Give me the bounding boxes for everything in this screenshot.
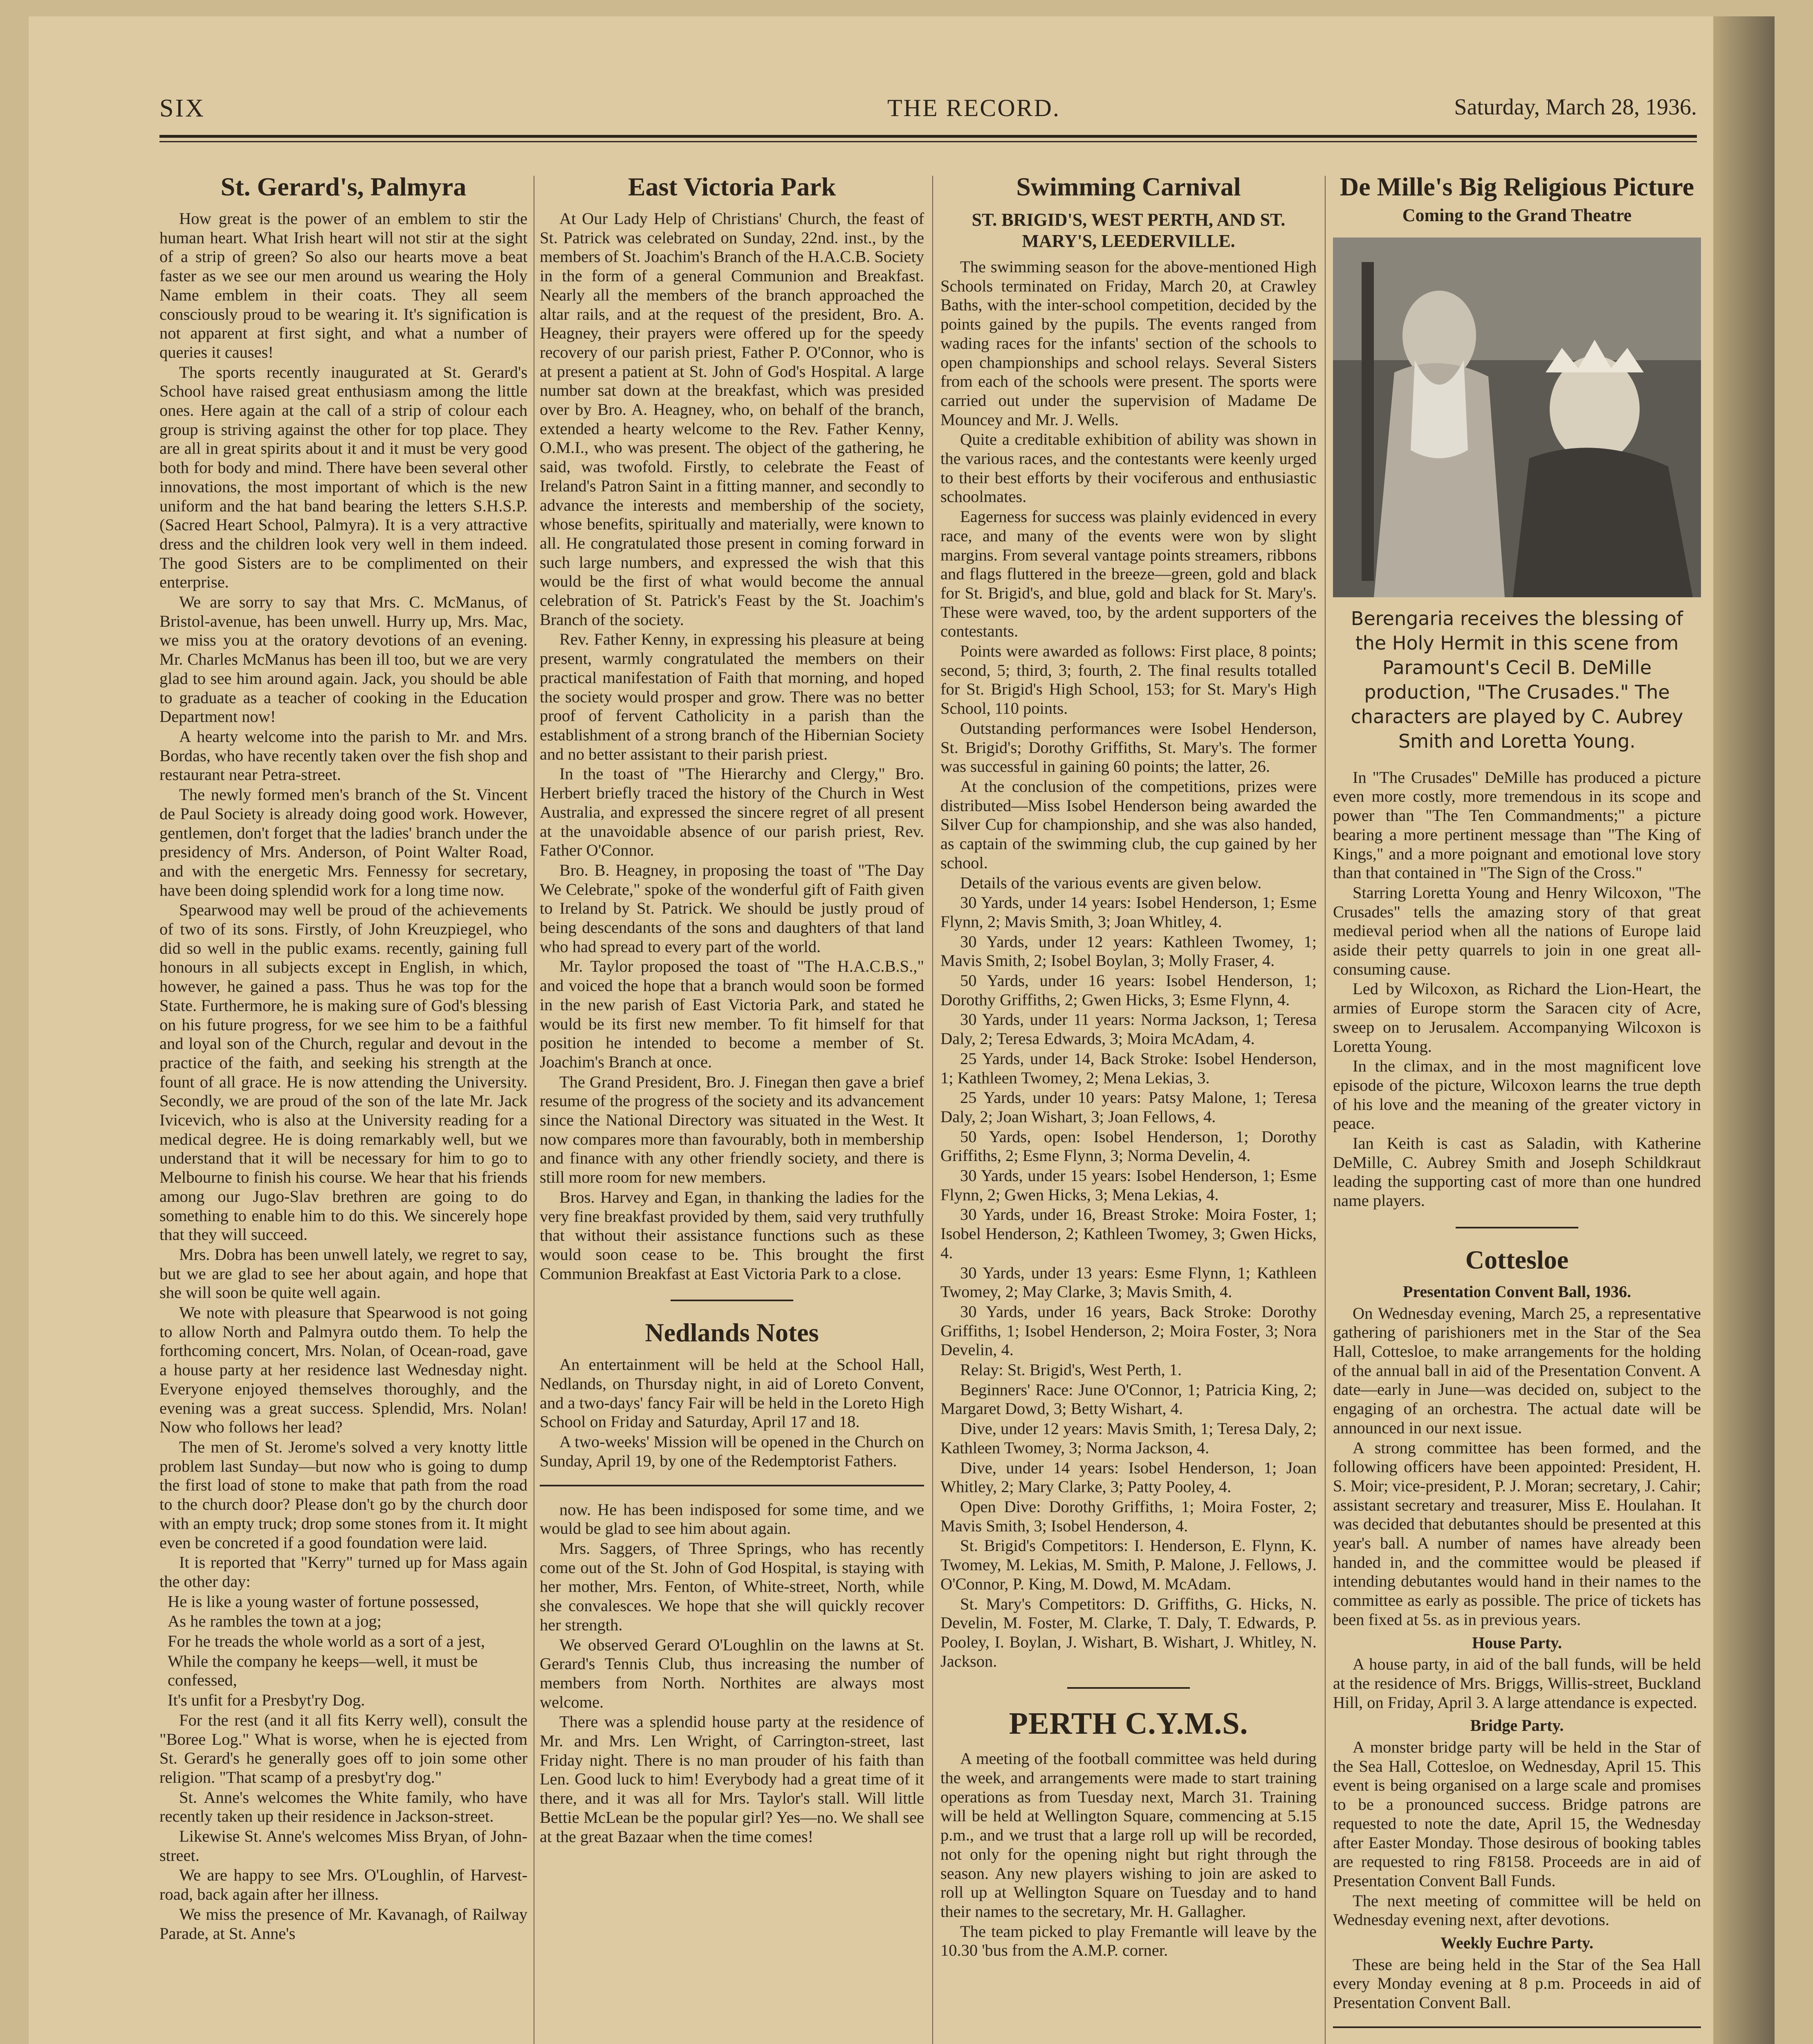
paragraph: There was a splendid house party at the residence of Mr. and Mrs. Len Wright, of Carrington-street, last Friday night. There is no man prouder of his faith than Len. Good luck to him! Everybody had a great time of it there, and it was all for Mrs. Taylor's stall. Will little Bettie McLean be the popular girl? Yes—no. We shall see at the great Bazaar when the time comes! [540, 1712, 924, 1846]
paragraph: For the rest (and it all fits Kerry well), consult the "Boree Log." What is worse, when he is ejected from St. Gerard's he generally goes off to join some other religion. "That scamp of a presbyt'ry dog." [159, 1710, 527, 1786]
section-rule [671, 1300, 793, 1301]
paragraph: Mrs. Dobra has been unwell lately, we regret to say, but we are glad to see her about again, and hope that she will soon be quite well again. [159, 1245, 527, 1302]
paragraph: At the conclusion of the competitions, prizes were distributed—Miss Isobel Henderson being awarded the Silver Cup for championship, and she was also handed, as captain of the swimming club, the cup gained by her school. [940, 777, 1317, 872]
result-line: 30 Yards, under 13 years: Esme Flynn, 1; Kathleen Twomey, 2; May Clarke, 3; Mavis Smith, 4. [940, 1263, 1317, 1301]
newspaper-name: THE RECORD. [887, 94, 1060, 121]
paragraph: A strong committee has been formed, and the following officers have been appointed: President, H. S. Moir; vice-president, P. J. Moran; secretary, J. Cahir; assistant secretary and treasurer, Miss E. Houlahan. It was decided that debutantes should be presented at this year's ball. A number of names have already been handed in, and the committee would be pleased if intending debutantes would hand in their names to the committee as early as possible. The price of tickets has been fixed at 5s. as in previous years. [1333, 1438, 1701, 1629]
result-line: Beginners' Race: June O'Connor, 1; Patricia King, 2; Margaret Dowd, 3; Betty Wishart, 4. [940, 1380, 1317, 1418]
result-line: 30 Yards, under 15 years: Isobel Henderson, 1; Esme Flynn, 2; Gwen Hicks, 3; Mena Lekias, 4. [940, 1166, 1317, 1204]
competitors-line: St. Mary's Competitors: D. Griffiths, G. Hicks, N. Develin, M. Foster, M. Clarke, T. Daly, T. Edwards, P. Pooley, I. Boylan, J. Wishart, B. Wishart, J. Whitley, N. Jackson. [940, 1594, 1317, 1670]
photo-caption: Berengaria receives the blessing of the Holy Hermit in this scene from Paramount's Cecil B. DeMille production, "The Crusades." The characters are played by C. Aubrey Smith and Loretta Young. [1351, 607, 1683, 752]
paragraph: We observed Gerard O'Loughlin on the lawns at St. Gerard's Tennis Club, thus increasing the number of members from North. Northites are always most welcome. [540, 1635, 924, 1711]
article-subtitle: ST. BRIGID'S, WEST PERTH, AND ST. MARY'S, LEEDERVILLE. [972, 210, 1286, 251]
paragraph: We note with pleasure that Spearwood is not going to allow North and Palmyra outdo them. To help the forthcoming concert, Mrs. Nolan, of Ocean-road, gave a house party at her residence last Wednesday night. Everyone enjoyed themselves thoroughly, and the evening was a great success. Splendid, Mrs. Nolan! Now who follows her lead? [159, 1303, 527, 1437]
issue-date: Saturday, March 28, 1936. [1454, 94, 1697, 120]
column-st-gerards [159, 172, 527, 2044]
paragraph: We are sorry to say that Mrs. C. McManus, of Bristol-avenue, has been unwell. Hurry up, Mrs. Mac, we miss you at the oratory devotions of an evening. Mr. Charles McManus has been ill too, but we are very glad to see him around again. Jack, you should be able to graduate as a teacher of cooking in the Education Department now! [159, 593, 527, 726]
section-rule [1456, 1227, 1578, 1228]
paragraph: In "The Crusades" DeMille has produced a picture even more costly, more tremendous in its scope and power than "The Ten Commandments;" a picture bearing a more pertinent message than "The King of Kings," and a more poignant and emotional love story than that contained in "The Sign of the Cross." [1333, 768, 1701, 882]
section-subheading: Weekly Euchre Party. [1441, 1934, 1593, 1952]
section-subheading: House Party. [1472, 1633, 1562, 1652]
verse-line: He is like a young waster of fortune possessed, [168, 1592, 479, 1611]
column-swimming-carnival [940, 172, 1317, 2044]
paragraph: In the climax, and in the most magnificent love episode of the picture, Wilcoxon learns the true depth of his love and the meaning of the greater victory in peace. [1333, 1057, 1701, 1133]
paragraph: We miss the presence of Mr. Kavanagh, of Railway Parade, at St. Anne's [159, 1905, 527, 1943]
article-title-nedlands-notes: Nedlands Notes [645, 1318, 819, 1347]
paragraph: Ian Keith is cast as Saladin, with Katherine DeMille, C. Aubrey Smith and Joseph Schildkraut leading the supporting cast of more than one hundred name players. [1333, 1134, 1701, 1210]
section-subheading: Presentation Convent Ball, 1936. [1402, 1282, 1631, 1301]
result-line: Dive, under 12 years: Mavis Smith, 1; Teresa Daly, 2; Kathleen Twomey, 3; Norma Jackson, 4. [940, 1419, 1317, 1457]
paragraph: An entertainment will be held at the School Hall, Nedlands, on Thursday night, in aid of Loreto Convent, and a two-days' fancy Fair will be held in the Loreto High School on Friday and Saturday, April 17 and 18. [540, 1355, 924, 1431]
article-title-st-gerards: St. Gerard's, Palmyra [220, 172, 467, 201]
column-divider [1325, 176, 1326, 2044]
paragraph: The next meeting of committee will be held on Wednesday evening next, after devotions. [1333, 1891, 1701, 1929]
result-line: 25 Yards, under 10 years: Patsy Malone, 1; Teresa Daly, 2; Joan Wishart, 3; Joan Fellows, 4. [940, 1088, 1317, 1126]
section-rule [1333, 2026, 1701, 2028]
article-title-east-victoria-park: East Victoria Park [628, 172, 836, 201]
paragraph: Eagerness for success was plainly evidenced in every race, and many of the events were won by slight margins. From several vantage points streamers, ribbons and flags fluttered in the breeze—green, gold and black for St. Brigid's, and blue, gold and black for St. Mary's. These were waved, too, by the ardent supporters of the contestants. [940, 507, 1317, 641]
paragraph: Quite a creditable exhibition of ability was shown in the various races, and the contestants were keenly urged to their best efforts by their vociferous and enthusiastic schoolmates. [940, 430, 1317, 506]
verse-line: While the company he keeps—well, it must be confessed, [168, 1652, 478, 1690]
article-title-cottesloe: Cottesloe [1465, 1245, 1569, 1274]
column-divider [932, 176, 933, 2044]
result-line: 50 Yards, open: Isobel Henderson, 1; Dorothy Griffiths, 2; Esme Flynn, 3; Norma Develin, 4. [940, 1127, 1317, 1165]
result-line: 30 Yards, under 16 years, Back Stroke: Dorothy Griffiths, 1; Isobel Henderson, 2; Moira Foster, 3; Nora Develin, 4. [940, 1302, 1317, 1359]
paragraph: Likewise St. Anne's welcomes Miss Bryan, of John-street. [159, 1827, 527, 1865]
result-line: 25 Yards, under 14, Back Stroke: Isobel Henderson, 1; Kathleen Twomey, 2; Mena Lekias, 3. [940, 1049, 1317, 1087]
film-still-illustration [1333, 238, 1701, 597]
paragraph: Mr. Taylor proposed the toast of "The H.A.C.B.S.," and voiced the hope that a branch would soon be formed in the new parish of East Victoria Park, and stated he would be its first new member. To fit himself for that position he intended to become a member of St. Joachim's Branch at once. [540, 957, 924, 1071]
article-subtitle: Coming to the Grand Theatre [1402, 205, 1632, 225]
header-rule [159, 135, 1697, 142]
result-line: 30 Yards, under 11 years: Norma Jackson, 1; Teresa Daly, 2; Teresa Edwards, 3; Moira McAdam, 4. [940, 1010, 1317, 1048]
paragraph: At Our Lady Help of Christians' Church, the feast of St. Patrick was celebrated on Sunday, 22nd. inst., by the members of St. Joachim's Branch of the H.A.C.B. Society in the form of a general Communion and Breakfast. Nearly all the members of the branch approached the altar rails, and at the request of the president, Bro. A. Heagney, their prayers were offered up for the speedy recovery of our parish priest, Father P. O'Connor, who is at present a patient at St. John of God's Hospital. A large number sat down at the breakfast, which was presided over by Bro. A. Heagney, who, on behalf of the branch, extended a hearty welcome to the Rev. Father Kenny, O.M.I., who was present. The object of the gathering, he said, was twofold. Firstly, to celebrate the Feast of Ireland's Patron Saint in a fitting manner, and secondly to advance the interests and membership of the society, whose benefits, spiritually and materially, were known to all. He congratulated those present in coming forward in such large numbers, and expressed the wish that this would be the first of what would become the annual celebration of St. Patrick's Feast by the St. Joachim's Branch of the society. [540, 209, 924, 629]
paragraph: On Wednesday evening, March 25, a representative gathering of parishioners met in the Star of the Sea Hall, Cottesloe, to make arrangements for the holding of the annual ball in aid of the Presentation Convent. A date—early in June—was decided on, subject to the engaging of an orchestra. The actual date will be announced in our next issue. [1333, 1304, 1701, 1437]
column-east-victoria-park [540, 172, 924, 2044]
result-line: Open Dive: Dorothy Griffiths, 1; Moira Foster, 2; Mavis Smith, 3; Isobel Henderson, 4. [940, 1497, 1317, 1535]
result-line: 50 Yards, under 16 years: Isobel Henderson, 1; Dorothy Griffiths, 2; Gwen Hicks, 3; Esme Flynn, 4. [940, 971, 1317, 1009]
paragraph: These are being held in the Star of the Sea Hall every Monday evening at 8 p.m. Proceeds in aid of Presentation Convent Ball. [1333, 1955, 1701, 2012]
result-line: 30 Yards, under 16, Breast Stroke: Moira Foster, 1; Isobel Henderson, 2; Kathleen Twomey, 3; Gwen Hicks, 4. [940, 1205, 1317, 1262]
paragraph: Details of the various events are given below. [960, 873, 1262, 892]
paragraph: Led by Wilcoxon, as Richard the Lion-Heart, the armies of Europe storm the Saracen city of Acre, sweep on to Jerusalem. Accompanying Wilcoxon is Loretta Young. [1333, 979, 1701, 1056]
section-subheading: Bridge Party. [1470, 1716, 1564, 1735]
paragraph: It is reported that "Kerry" turned up for Mass again the other day: [159, 1553, 527, 1591]
paragraph: A house party, in aid of the ball funds, will be held at the residence of Mrs. Briggs, Willis-street, Buckland Hill, on Friday, April 3. A large attendance is expected. [1333, 1655, 1701, 1712]
page-edge-shadow [1713, 16, 1775, 2044]
paragraph: Bro. B. Heagney, in proposing the toast of "The Day We Celebrate," spoke of the wonderful gift of Faith given to Ireland by St. Patrick. We should be justly proud of being descendants of the sons and daughters of that land who had spread to every part of the world. [540, 861, 924, 956]
paragraph: The team picked to play Fremantle will leave by the 10.30 'bus from the A.M.P. corner. [940, 1922, 1317, 1960]
paragraph: Points were awarded as follows: First place, 8 points; second, 5; third, 3; fourth, 2. The final results totalled for St. Brigid's High School, 153; for St. Mary's High School, 110 points. [940, 642, 1317, 718]
paragraph: now. He has been indisposed for some time, and we would be glad to see him about again. [540, 1500, 924, 1538]
column-demille [1333, 172, 1701, 2044]
paragraph: The Grand President, Bro. J. Finegan then gave a brief resume of the progress of the society and its advancement since the National Directory was situated in the West. It now compares more than favourably, both in membership and finance with any other friendly society, and there is still more room for new members. [540, 1072, 924, 1187]
paragraph: In the toast of "The Hierarchy and Clergy," Bro. Herbert briefly traced the history of the Church in West Australia, and expressed the sincere regret of all present at the unavoidable absence of our parish priest, Rev. Father O'Connor. [540, 764, 924, 860]
paragraph: We are happy to see Mrs. O'Loughlin, of Harvest-road, back again after her illness. [159, 1866, 527, 1904]
section-rule [1067, 1687, 1190, 1689]
paragraph: Spearwood may well be proud of the achievements of two of its sons. Firstly, of John Kreuzpiegel, who did so well in the public exams. recently, gaining full honours in all subjects except in English, in which, however, he gained a pass. Thus he was top for the State. Furthermore, he is making sure of God's blessing on his future progress, for we see him to be a faithful and loyal son of the Church, regular and devout in the practice of the faith, and seeking his strength at the fount of all grace. He is now attending the University. Secondly, we are proud of the son of the late Mr. Jack Ivicevich, who is also at the University reading for a medical degree. He is doing remarkably well, but we understand that it will be necessary for him to go to Melbourne to finish his course. We hear that his friends among our Jugo-Slav brethren are going to do something to enable him to do this. We sincerely hope that they will succeed. [159, 901, 527, 1244]
verse-line: It's unfit for a Presbyt'ry Dog. [168, 1691, 365, 1710]
paragraph: St. Anne's welcomes the White family, who have recently taken up their residence in Jackson-street. [159, 1788, 527, 1826]
paragraph: The swimming season for the above-mentioned High Schools terminated on Friday, March 20, at Crawley Baths, with the inter-school competition, decided by the points gained by the pupils. The events ranged from wading races for the infants' section of the schools to open championships and school relays. Several Sisters from each of the schools were present. The sports were carried out under the supervision of Madame De Mouncey and Mr. J. Wells. [940, 258, 1317, 429]
paragraph: Bros. Harvey and Egan, in thanking the ladies for the very fine breakfast provided by them, said very truthfully that without their assistance functions such as these would soon cease to be. This brought the first Communion Breakfast at East Victoria Park to a close. [540, 1188, 924, 1283]
verse-line: As he rambles the town at a jog; [168, 1612, 381, 1631]
result-line: Relay: St. Brigid's, West Perth, 1. [960, 1360, 1182, 1379]
result-line: 30 Yards, under 14 years: Isobel Henderson, 1; Esme Flynn, 2; Mavis Smith, 3; Joan Whitley, 4. [940, 893, 1317, 931]
paragraph: Starring Loretta Young and Henry Wilcoxon, "The Crusades" tells the amazing story of that great medieval period when all the nations of Europe laid aside their petty quarrels to join in one great all-consuming cause. [1333, 883, 1701, 978]
film-still-photo [1333, 238, 1701, 597]
paragraph: The men of St. Jerome's solved a very knotty little problem last Sunday—but now who is going to dump the first load of stone to make that path from the road to the church door? Please don't go by the church door with an empty truck; drop some stones from it. It might even be concreted if a good foundation were laid. [159, 1438, 527, 1552]
competitors-line: St. Brigid's Competitors: I. Henderson, E. Flynn, K. Twomey, M. Lekias, M. Smith, P. Malone, J. Fellows, J. O'Connor, P. King, M. Dowd, M. McAdam. [940, 1536, 1317, 1593]
verse-line: For he treads the whole world as a sort of a jest, [168, 1632, 485, 1651]
result-line: 30 Yards, under 12 years: Kathleen Twomey, 1; Mavis Smith, 2; Isobel Boylan, 3; Molly Fraser, 4. [940, 932, 1317, 970]
paragraph: A meeting of the football committee was held during the week, and arrangements were made to start training operations as from Tuesday next, March 31. Training will be held at Wellington Square, commencing at 5.15 p.m., and we trust that a large roll up will be recorded, not only for the opening night but right through the season. Any new players wishing to join are asked to roll up at Wellington Square on Tuesday and to hand their names to the secretary, Mr. H. Gallagher. [940, 1749, 1317, 1921]
article-title-demille: De Mille's Big Religious Picture [1340, 172, 1694, 201]
result-line: Dive, under 14 years: Isobel Henderson, 1; Joan Whitley, 2; Mary Clarke, 3; Patty Pooley, 4. [940, 1458, 1317, 1496]
paragraph: A monster bridge party will be held in the Star of the Sea Hall, Cottesloe, on Wednesday, April 15. This event is being organised on a large scale and promises to be a pronounced success. Bridge patrons are requested to note the date, April 15, the Wednesday after Easter Monday. Those desirous of booking tables are requested to ring F8158. Proceeds are in aid of Presentation Convent Ball Funds. [1333, 1738, 1701, 1890]
paragraph: Outstanding performances were Isobel Henderson, St. Brigid's; Dorothy Griffiths, St. Mary's. The former was successful in gaining 60 points; the latter, 26. [940, 719, 1317, 776]
section-rule [540, 1485, 924, 1486]
paragraph: Rev. Father Kenny, in expressing his pleasure at being present, warmly congratulated the members on their practical manifestation of Faith that morning, and hoped the society would prosper and grow. There was no better proof of fervent Catholicity in a parish than the establishment of a strong branch of the Hibernian Society and no better assistant to their parish priest. [540, 630, 924, 763]
article-title-swimming-carnival: Swimming Carnival [1016, 172, 1241, 201]
paragraph: How great is the power of an emblem to stir the human heart. What Irish heart will not stir at the sight of a strip of green? So also our hearts move a beat faster as we see our men around us wearing the Holy Name emblem in their coats. They all seem consciously proud to be wearing it. It's signification is not apparent at first sight, and what a number of queries it causes! [159, 209, 527, 361]
paragraph: The newly formed men's branch of the St. Vincent de Paul Society is already doing good work. However, gentlemen, don't forget that the ladies' branch under the presidency of Mrs. Anderson, of Point Walter Road, and with the energetic Mrs. Fennessy for secretary, have been doing splendid work for a long time now. [159, 785, 527, 899]
paragraph: A two-weeks' Mission will be opened in the Church on Sunday, April 19, by one of the Redemptorist Fathers. [540, 1432, 924, 1470]
article-title-perth-cyms: PERTH C.Y.M.S. [1009, 1706, 1248, 1741]
page-number: SIX [159, 94, 205, 122]
paragraph: The sports recently inaugurated at St. Gerard's School have raised great enthusiasm among the little ones. Here again at the call of a strip of colour each group is striving against the other for top place. They are all in great spirits about it and it must be very good both for body and mind. There have been several other innovations, the most important of which is the new uniform and the hat band bearing the letters S.H.S.P. (Sacred Heart School, Palmyra). It is a very attractive dress and the children look very well in them indeed. The good Sisters are to be complimented on their enterprise. [159, 363, 527, 592]
paragraph: A hearty welcome into the parish to Mr. and Mrs. Bordas, who have recently taken over the fish shop and restaurant near Petra-street. [159, 727, 527, 784]
paragraph: Mrs. Saggers, of Three Springs, who has recently come out of the St. John of God Hospital, is staying with her mother, Mrs. Fenton, of White-street, North, while she convalesces. We hope that she will quickly recover her strength. [540, 1539, 924, 1634]
